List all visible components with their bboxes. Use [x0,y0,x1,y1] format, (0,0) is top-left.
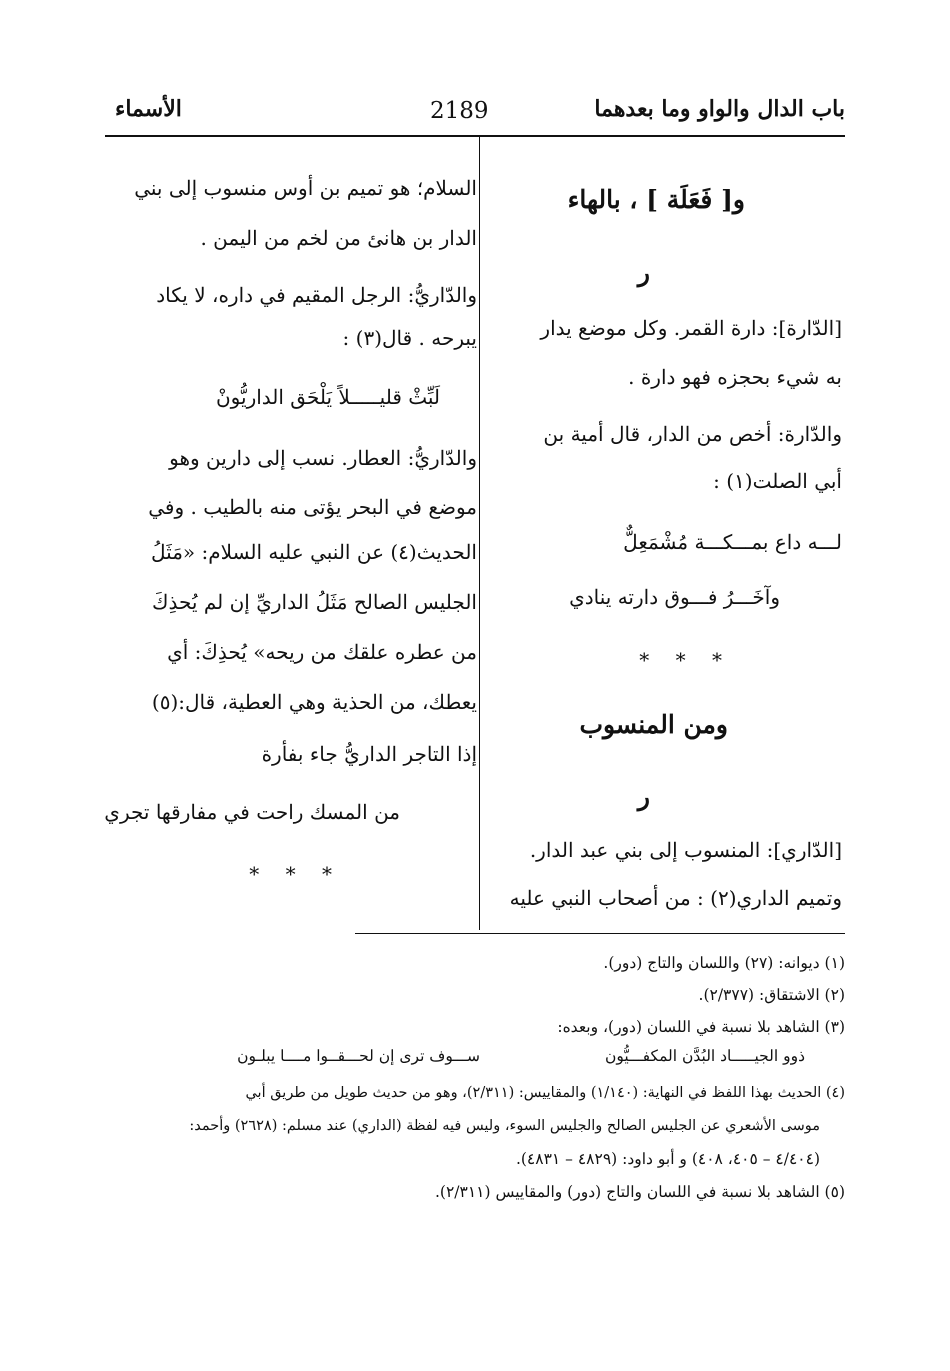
right-stars: * * * [639,648,732,672]
right-line-4: أبي الصلت(١) : [713,469,842,493]
right-line-1: [الدّارة]: دارة القمر. وكل موضع يدار [540,316,842,340]
footnote-3: (٣) الشاهد بلا نسبة في اللسان (دور)، وبعده: [557,1018,845,1036]
footnote-4-line-3: (٤/٤٠٤ – ٤٠٥، ٤٠٨) و أبو داود: (٤٨٢٩ – ٤٨٣١). [515,1150,820,1168]
section-heading: ومن المنسوب [579,710,728,739]
footnote-4-line-1: (٤) الحديث بهذا اللفظ في النهاية: (١/١٤٠) والمقاييس: (٢/٣١١)، وهو من حديث طويل من طريق أبي [245,1085,845,1101]
right-heading: و[ فَعَلَة ] ، بالهاء [567,185,745,214]
right-line-2: به شيء بحجزه فهو دارة . [628,365,842,389]
left-stars: * * * [249,862,342,886]
letter-ra-2: ر [637,782,650,811]
column-divider [479,137,480,930]
running-title-left: الأسماء [115,96,182,122]
footnote-4-line-2: موسى الأشعري عن الجليس الصالح والجليس السوء، وليس فيه لفظة (الداري) عند مسلم: (٢٦٢٨) وأحمد: [189,1118,820,1134]
footnote-2: (٢) الاشتقاق: (٢/٣٧٧). [698,986,845,1004]
footnote-rule [355,933,845,934]
left-line-9: من عطره علقك من ريحه» يُحذِكَ: أي [167,640,477,664]
left-line-5: والدّاريُّ: العطار. نسب إلى دارين وهو [169,446,477,470]
left-line-8: الجليس الصالح مَثَلُ الداريِّ إن لم يُحذِكَ [152,590,477,614]
left-line-2: الدار بن هانئ من لخم من اليمن . [200,226,477,250]
left-verse-a: إذا التاجر الداريُّ جاء بفأرة [261,742,477,766]
left-line-4: يبرحه . قال(٣) : [342,326,477,350]
right-line-3: والدّارة: أخص من الدار، قال أمية بن [543,422,842,446]
right-verse-1: لـــه داع بمـــكـــة مُشْمَعِلٌّ [623,530,842,554]
page-number: 2189 [430,98,489,124]
footnote-5: (٥) الشاهد بلا نسبة في اللسان والتاج (دور) والمقاييس (٢/٣١١). [434,1183,845,1201]
header-rule [105,135,845,137]
left-verse: لَبِّثْ قليـــــلاً يَلْحَق الداريُّونْ [215,385,440,409]
footnote-3-verse-a: ذوو الجيـــــاد البُدَّن المكفـــيُّون [604,1047,805,1065]
right-line-6: وتميم الداري(٢) : من أصحاب النبي عليه [509,886,842,910]
footnote-1: (١) ديوانه: (٢٧) واللسان والتاج (دور). [603,954,845,972]
right-line-5: [الدّاري]: المنسوب إلى بني عبد الدار. [529,838,842,862]
left-verse-b: من المسك راحت في مفارقها تجري [104,800,400,824]
left-line-7: الحديث(٤) عن النبي عليه السلام: «مَثَلُ [151,540,477,564]
left-line-6: موضع في البحر يؤتى منه بالطيب . وفي [148,495,477,519]
left-line-10: يعطك، من الحذية وهي العطية، قال:(٥) [151,690,477,714]
running-title-right: باب الدال والواو وما بعدهما [594,96,845,122]
letter-ra-1: ر [637,258,650,287]
left-line-1: السلام؛ هو تميم بن أوس منسوب إلى بني [134,176,477,200]
footnote-3-verse-b: ســـوف ترى إن لحـــقــوا مــــا يبلـون [237,1047,480,1065]
right-verse-2: وآخَـــرُ فـــوق دارته ينادي [569,585,780,609]
left-line-3: والدّاريُّ: الرجل المقيم في داره، لا يكاد [156,283,477,307]
